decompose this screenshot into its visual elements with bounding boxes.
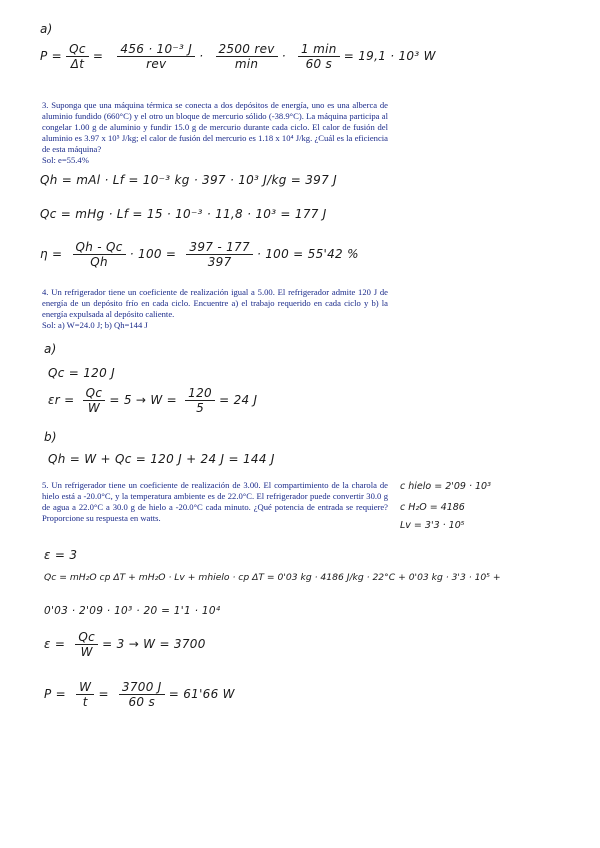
q4-qc-line: Qc = 120 J xyxy=(48,366,115,380)
problem-3 xyxy=(42,100,388,166)
q5-continuation-line: 0'03 · 2'09 · 10³ · 20 = 1'1 · 10⁴ xyxy=(44,605,221,617)
lv-note: Lv = 3'3 · 10⁵ xyxy=(400,520,465,531)
power-final-result: = 61'66 W xyxy=(168,687,235,701)
fraction-efficiency-values: $\frac{397 - 177}{397}$ xyxy=(186,240,252,269)
q4-cop-line: εr = $\frac{Qc}{W}$ = 5 → W = $\frac{120}{5}$ = 24 J xyxy=(48,386,258,415)
c-h2o-note: c H₂O = 4186 xyxy=(400,502,465,513)
q5-qc-line: Qc = mH₂O cp ΔT + mH₂O · Lv + mhielo · cp ΔT = 0'03 kg · 4186 J/kg · 22°C + 0'03 kg · 3'3 · 10⁵ + xyxy=(44,572,501,583)
fraction-min-per-s: $\frac{1 \min}{60 s}$ xyxy=(298,42,340,71)
fraction-efficiency: $\frac{Qh - Qc}{Qh}$ xyxy=(73,240,126,269)
fraction-q5-cop: $\frac{Qc}{W}$ xyxy=(75,630,98,659)
c-hielo-note: c hielo = 2'09 · 10³ xyxy=(400,481,491,492)
work-result: = 24 J xyxy=(219,393,258,407)
power-equation: P = $\frac{Qc}{\Delta t}$ = $\frac{\text{456 · 10⁻³ J}}{\text{rev}}$ · $\frac{\text{2500 rev}}{\min}$ · $\frac{1 \min}{60 s}$ = 19,1 · 10³ W xyxy=(40,42,436,71)
problem-5-text: 5. Un refrigerador tiene un coeficiente de realización de 3.00. El compartimiento de la charola de hielo está a -20.0°C, y la temperatura ambiente es de 22.0°C. El refrigerador puede convertir 30.0 g de agua a 22.0°C a 30.0 g de hielo a -20.0°C cada minuto. ¿Qué potencia de entrada se requiere? Proporcione su respuesta en watts. xyxy=(42,480,388,523)
problem-5 xyxy=(42,480,388,524)
q4-part-a-label: a) xyxy=(44,342,57,356)
q3-efficiency-line: η = $\frac{Qh - Qc}{Qh}$ · 100 = $\frac{397 - 177}{397}$ · 100 = 55'42 % xyxy=(40,240,359,269)
fraction-energy-per-rev: $\frac{\text{456 · 10⁻³ J}}{\text{rev}}$ xyxy=(117,42,195,71)
q4-qh-line: Qh = W + Qc = 120 J + 24 J = 144 J xyxy=(48,452,275,466)
p-lhs: P = xyxy=(40,49,63,63)
problem-3-text: 3. Suponga que una máquina térmica se conecta a dos depósitos de energía, uno es una alberca de aluminio fundido (660°C) y el otro un bloque de mercurio sólido (-38.9°C). La máquina participa al congelar 1.00 g de aluminio y fundir 15.0 g de mercurio durante cada ciclo. El calor de fusión del aluminio es 3.97 x 10⁵ J/kg; el calor de fusión del mercurio es 1.18 x 10⁴ J/kg. ¿Cuál es la eficiencia de esta máquina? xyxy=(42,100,388,154)
q5-work-result: = 3 → W = 3700 xyxy=(102,637,206,651)
power-result: = 19,1 · 10³ W xyxy=(343,49,436,63)
problem-4-text: 4. Un refrigerador tiene un coeficiente de realización igual a 5.00. El refrigerador admite 120 J de energía de un depósito frío en cada ciclo. Encuentre a) el trabajo requerido en cada ciclo y b) la energía expulsada al depósito caliente. xyxy=(42,287,388,319)
q5-eps-line: ε = 3 xyxy=(44,548,78,562)
fraction-rev-per-min: $\frac{\text{2500 rev}}{\min}$ xyxy=(216,42,278,71)
fraction-cop: $\frac{Qc}{W}$ xyxy=(83,386,106,415)
fraction-qc-dt: $\frac{Qc}{\Delta t}$ xyxy=(66,42,89,71)
part-a-label: a) xyxy=(40,22,53,36)
problem-3-solution: Sol: e=55.4% xyxy=(42,155,89,165)
q5-power-line: P = $\frac{W}{t}$ = $\frac{3700 J}{60 s}$ = 61'66 W xyxy=(44,680,235,709)
fraction-power: $\frac{W}{t}$ xyxy=(76,680,94,709)
q5-cop-line: ε = $\frac{Qc}{W}$ = 3 → W = 3700 xyxy=(44,630,206,659)
problem-4 xyxy=(42,287,388,331)
q3-qc-line: Qc = mHg · Lf = 15 · 10⁻³ · 11,8 · 10³ = 177 J xyxy=(40,207,327,221)
problem-4-solution: Sol: a) W=24.0 J; b) Qh=144 J xyxy=(42,320,148,330)
q3-qh-line: Qh = mAl · Lf = 10⁻³ kg · 397 · 10³ J/kg = 397 J xyxy=(40,173,337,187)
fraction-power-values: $\frac{3700 J}{60 s}$ xyxy=(119,680,165,709)
q4-part-b-label: b) xyxy=(44,430,57,444)
efficiency-result: · 100 = 55'42 % xyxy=(257,247,359,261)
fraction-work: $\frac{120}{5}$ xyxy=(185,386,215,415)
